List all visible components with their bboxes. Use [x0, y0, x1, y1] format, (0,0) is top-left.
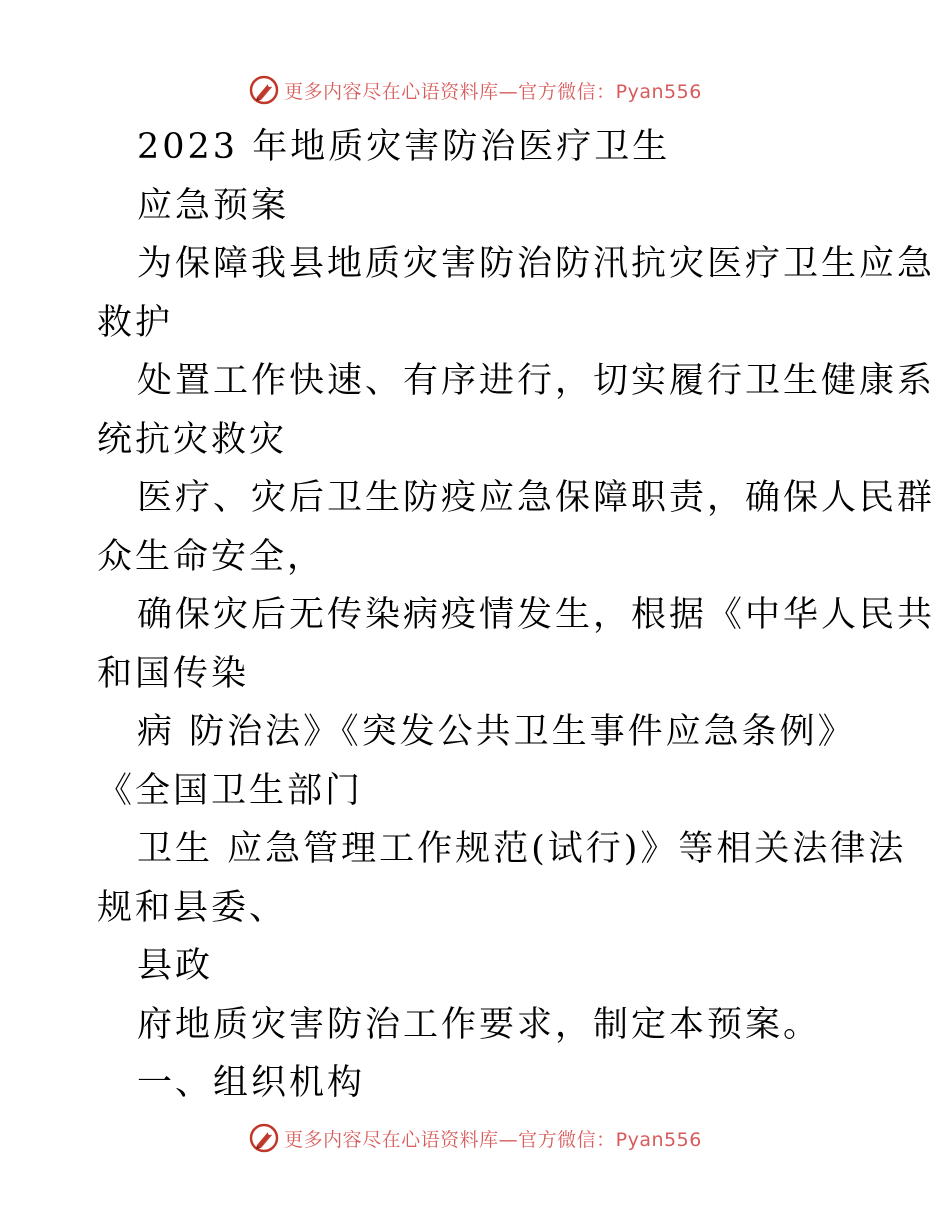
pen-circle-logo-icon	[248, 74, 280, 106]
doc-line-12: 《全国卫生部门	[97, 770, 364, 811]
header-watermark-text: 更多内容尽在心语资料库—官方微信：Pyan556	[284, 80, 702, 103]
doc-line-13: 卫生 应急管理工作规范(试行)》等相关法律法	[137, 829, 907, 869]
doc-line-15: 县政	[137, 946, 214, 986]
doc-line-section-heading: 一、组织机构	[137, 1063, 366, 1103]
doc-line-title-2: 应急预案	[137, 185, 290, 226]
footer-watermark	[248, 1122, 702, 1154]
doc-line-10: 和国传染	[97, 653, 250, 694]
document-body	[97, 118, 936, 1113]
doc-line-8: 众生命安全，	[97, 536, 326, 577]
doc-line-11: 病 防治法》《突发公共卫生事件应急条例》	[137, 712, 856, 752]
doc-line-3: 为保障我县地质灾害防治防汛抗灾医疗卫生应急	[137, 244, 936, 284]
header-watermark	[248, 74, 702, 106]
doc-line-title: 2023 年地质灾害防治医疗卫生	[137, 127, 671, 167]
footer-watermark-banner	[0, 1118, 950, 1158]
pen-circle-logo-icon	[248, 1122, 280, 1154]
footer-watermark-text: 更多内容尽在心语资料库—官方微信：Pyan556	[284, 1128, 702, 1151]
doc-line-9: 确保灾后无传染病疫情发生，根据《中华人民共	[137, 595, 936, 635]
doc-line-6: 统抗灾救灾	[97, 419, 288, 460]
doc-line-7: 医疗、灾后卫生防疫应急保障职责，确保人民群	[137, 478, 936, 518]
doc-line-5: 处置工作快速、有序进行，切实履行卫生健康系	[137, 361, 936, 401]
doc-line-4: 救护	[97, 302, 174, 343]
doc-line-14: 规和县委、	[97, 887, 288, 928]
doc-line-16: 府地质灾害防治工作要求，制定本预案。	[137, 1004, 822, 1045]
header-watermark-banner	[0, 70, 950, 110]
